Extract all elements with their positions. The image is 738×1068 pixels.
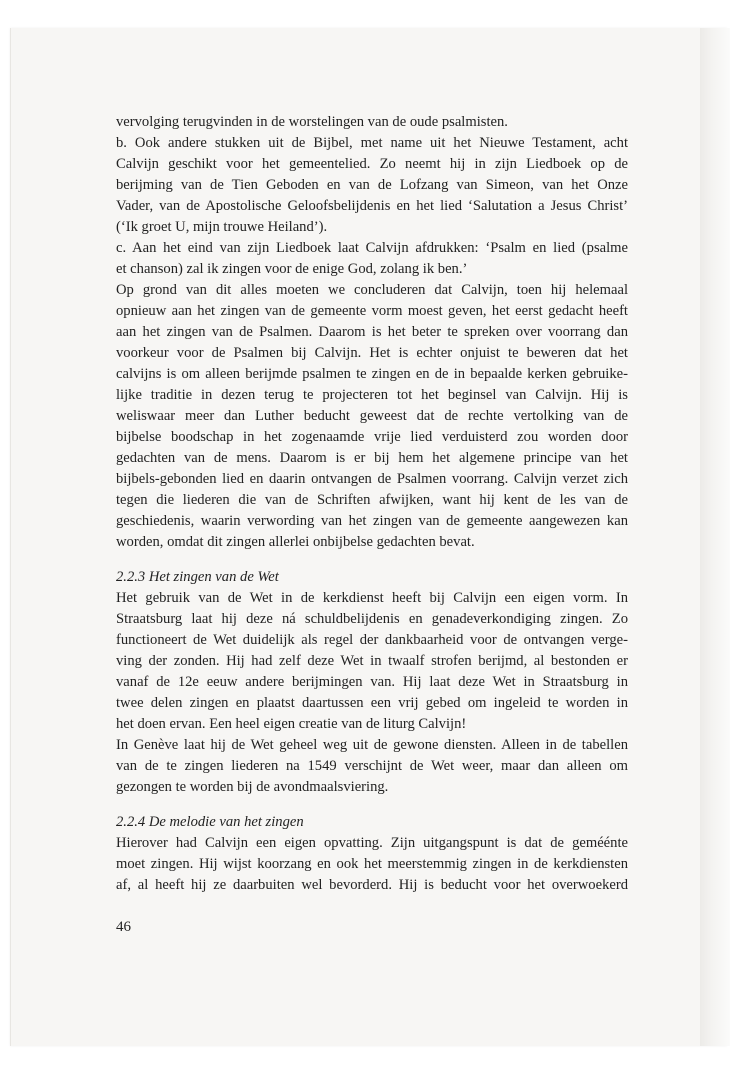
text-line: bijbelse boodschap in het zogenaamde vrije lied verduisterd zou worden door — [116, 429, 628, 445]
paragraph — [116, 588, 628, 735]
paragraph — [116, 833, 628, 896]
text-line: lijke traditie in dezen terug te projecteren tot het beginsel van Calvijn. Hij is — [116, 387, 628, 403]
page-body — [116, 112, 628, 896]
text-line: aan het zingen van de Psalmen. Daarom is het beter te spreken over voorrang dan — [116, 324, 628, 340]
text-line: voorkeur voor de Psalmen bij Calvijn. Het is echter onjuist te beweren dat het — [116, 345, 628, 361]
text-line: opnieuw aan het zingen van de gemeente vorm moest geven, het eerst gedacht heeft — [116, 303, 628, 319]
text-line: Vader, van de Apostolische Geloofsbelijdenis en het lied ‘Salutation a Jesus Christ’ — [116, 198, 628, 214]
text-line: gezongen te worden bij de avondmaalsviering. — [116, 779, 389, 795]
text-line: et chanson) zal ik zingen voor de enige God, zolang ik ben.’ — [116, 261, 468, 277]
text-line: vervolging terugvinden in de worstelingen van de oude psalmisten. — [116, 114, 508, 130]
text-line: af, al heeft hij ze daarbuiten wel bevorderd. Hij is beducht voor het overwoekerd — [116, 877, 628, 893]
text-line: gedachten van de mens. Daarom is er bij hem het algemene principe van het — [116, 450, 628, 466]
text-line: Op grond van dit alles moeten we concluderen dat Calvijn, toen hij helemaal — [116, 282, 628, 298]
text-line: vanaf de 12e eeuw andere berijmingen van. Hij laat deze Wet in Straatsburg in — [116, 674, 628, 690]
text-line: weliswaar meer dan Luther beducht geweest dat de rechte vertolking van de — [116, 408, 628, 424]
text-line: worden, omdat dit zingen allerlei onbijbelse gedachten bevat. — [116, 534, 475, 550]
text-line: In Genève laat hij de Wet geheel weg uit de gewone diensten. Alleen in de tabellen — [116, 737, 628, 753]
text-line: het doen ervan. Een heel eigen creatie van de liturg Calvijn! — [116, 716, 467, 732]
section-heading: 2.2.3 Het zingen van de Wet — [116, 569, 279, 585]
paragraph — [116, 133, 628, 238]
text-line: functioneert de Wet duidelijk als regel der dankbaarheid voor de ontvangen verge- — [116, 632, 628, 648]
text-line: c. Aan het eind van zijn Liedboek laat Calvijn afdrukken: ‘Psalm en lied (psalme — [116, 240, 628, 256]
paragraph — [116, 112, 628, 133]
text-line: ving der zonden. Hij had zelf deze Wet in twaalf strofen berijmd, al bestonden er — [116, 653, 628, 669]
section-heading: 2.2.4 De melodie van het zingen — [116, 814, 304, 830]
text-line: Calvijn geschikt voor het gemeentelied. Zo neemt hij in zijn Liedboek op de — [116, 156, 628, 172]
text-line: Hierover had Calvijn een eigen opvatting. Zijn uitgangspunt is dat de geméénte — [116, 835, 628, 851]
text-line: moet zingen. Hij wijst koorzang en ook het meerstemmig zingen in de kerkdiensten — [116, 856, 628, 872]
paragraph — [116, 735, 628, 798]
page-edge-shadow — [700, 28, 730, 1046]
text-line: berijming van de Tien Geboden en van de Lofzang van Simeon, van het Onze — [116, 177, 628, 193]
paragraph — [116, 280, 628, 553]
text-line: geschiedenis, waarin verwording van het zingen van de gemeente aangewezen kan — [116, 513, 628, 529]
text-line: bijbels-gebonden lied en daarin ontvangen de Psalmen voorrang. Calvijn verzet zich — [116, 471, 628, 487]
text-line: calvijns is om alleen berijmde psalmen te zingen en de in bepaalde kerken gebruike- — [116, 366, 628, 382]
text-line: Straatsburg laat hij deze ná schuldbelijdenis en genadeverkondiging zingen. Zo — [116, 611, 628, 627]
text-line: b. Ook andere stukken uit de Bijbel, met name uit het Nieuwe Testament, acht — [116, 135, 628, 151]
text-line: tegen die liederen die van de Schriften afwijken, want hij kent de les van de — [116, 492, 628, 508]
text-line: twee delen zingen en plaatst daartussen een vrij gebed om ingeleid te worden in — [116, 695, 628, 711]
text-line: (‘Ik groet U, mijn trouwe Heiland’). — [116, 219, 328, 235]
text-line: Het gebruik van de Wet in de kerkdienst heeft bij Calvijn een eigen vorm. In — [116, 590, 628, 606]
page-number: 46 — [116, 919, 131, 935]
paragraph — [116, 238, 628, 280]
text-line: van de te zingen liederen na 1549 verschijnt de Wet weer, maar dan alleen om — [116, 758, 628, 774]
